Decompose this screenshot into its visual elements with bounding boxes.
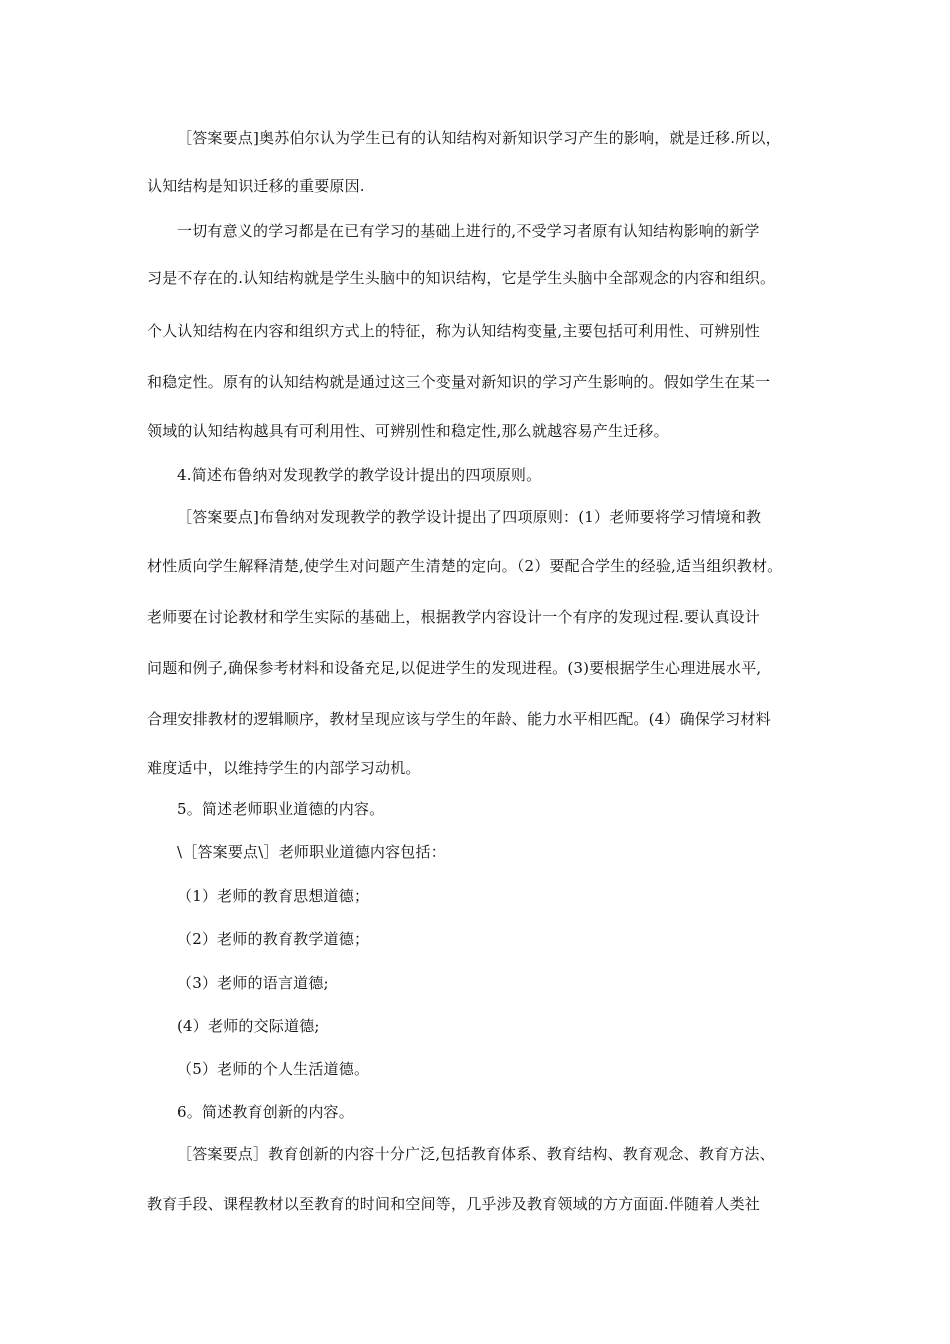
list-item: （2）老师的教育教学道德； [177, 930, 370, 948]
list-item: （5）老师的个人生活道德。 [177, 1060, 370, 1078]
paragraph-line: 合理安排教材的逻辑顺序，教材呈现应该与学生的年龄、能力水平相匹配。(4）确保学习材料 [147, 710, 771, 728]
paragraph-line: 领域的认知结构越具有可利用性、可辨别性和稳定性,那么就越容易产生迁移。 [147, 422, 669, 440]
question-heading: 4.简述布鲁纳对发现教学的教学设计提出的四项原则。 [177, 466, 542, 484]
paragraph-line: ［答案要点］教育创新的内容十分广泛,包括教育体系、教育结构、教育观念、教育方法、 [177, 1145, 775, 1163]
paragraph-line: 一切有意义的学习都是在已有学习的基础上进行的,不受学习者原有认知结构影响的新学 [177, 222, 760, 240]
question-heading: 6。简述教育创新的内容。 [177, 1103, 354, 1121]
paragraph-line: 问题和例子,确保参考材料和设备充足,以促进学生的发现进程。(3)要根据学生心理进展水平, [147, 659, 762, 677]
list-item: （3）老师的语言道德; [177, 974, 329, 992]
paragraph-line: 老师要在讨论教材和学生实际的基础上，根据教学内容设计一个有序的发现过程.要认真设计 [147, 608, 760, 626]
paragraph-line: 和稳定性。原有的认知结构就是通过这三个变量对新知识的学习产生影响的。假如学生在某一 [147, 373, 771, 391]
paragraph-line: ［答案要点]奥苏伯尔认为学生已有的认知结构对新知识学习产生的影响，就是迁移.所以， [177, 129, 781, 147]
answer-intro: \［答案要点\］老师职业道德内容包括： [177, 843, 446, 861]
paragraph-line: ［答案要点]布鲁纳对发现教学的教学设计提出了四项原则：(1）老师要将学习情境和教 [177, 508, 762, 526]
list-item: (4）老师的交际道德; [177, 1017, 320, 1035]
paragraph-line: 难度适中，以维持学生的内部学习动机。 [147, 759, 421, 777]
paragraph-line: 教育手段、课程教材以至教育的时间和空间等，几乎涉及教育领域的方方面面.伴随着人类社 [147, 1195, 760, 1213]
paragraph-line: 材性质向学生解释清楚,使学生对问题产生清楚的定向。（2）要配合学生的经验,适当组织教材。 [147, 557, 783, 575]
paragraph-line: 认知结构是知识迁移的重要原因. [147, 177, 365, 195]
question-heading: 5。简述老师职业道德的内容。 [177, 800, 385, 818]
paragraph-line: 个人认知结构在内容和组织方式上的特征，称为认知结构变量,主要包括可利用性、可辨别性 [147, 322, 760, 340]
paragraph-line: 习是不存在的.认知结构就是学生头脑中的知识结构，它是学生头脑中全部观念的内容和组织。 [147, 269, 776, 287]
list-item: （1）老师的教育思想道德； [177, 887, 370, 905]
